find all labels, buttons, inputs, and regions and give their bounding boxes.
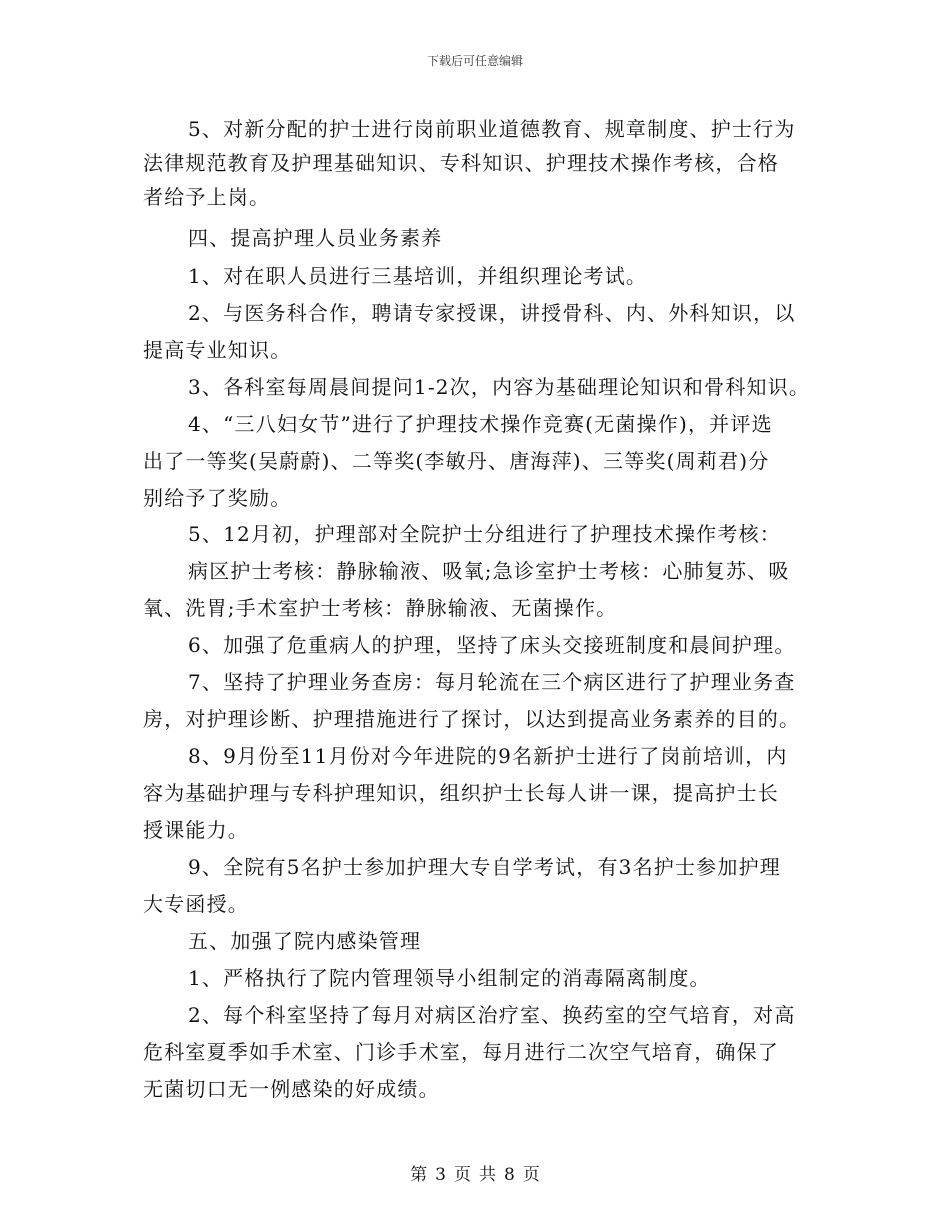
section-heading: 五、加强了院内感染管理 — [188, 929, 422, 953]
text-line: 法律规范教育及护理基础知识、专科知识、护理技术操作考核，合格 — [143, 151, 779, 175]
page-footer — [0, 1160, 950, 1185]
text-line: 授课能力。 — [143, 818, 249, 842]
text-line: 1、严格执行了院内管理领导小组制定的消毒隔离制度。 — [188, 966, 711, 990]
text-line: 8、9月份至11月份对今年进院的9名新护士进行了岗前培训，内 — [188, 744, 788, 768]
total-page-number: 8 — [504, 1165, 515, 1185]
text-line: 2、每个科室坚持了每月对病区治疗室、换药室的空气培育，对高 — [188, 1003, 796, 1027]
current-page-number: 3 — [435, 1165, 446, 1185]
text-line: 5、12月初，护理部对全院护士分组进行了护理技术操作考核： — [188, 522, 781, 546]
text-line: 房，对护理诊断、护理措施进行了探讨，以达到提高业务素养的目的。 — [143, 707, 801, 731]
text-line: 5、对新分配的护士进行岗前职业道德教育、规章制度、护士行为 — [188, 117, 796, 141]
footer-total-word: 共 — [479, 1165, 496, 1185]
text-line: 者给予上岗。 — [143, 185, 271, 209]
footer-page-word: 页 — [454, 1165, 471, 1185]
text-line: 危科室夏季如手术室、门诊手术室，每月进行二次空气培育，确保了 — [143, 1040, 779, 1064]
footer-suffix: 页 — [522, 1165, 540, 1185]
text-line: 别给予了奖励。 — [143, 486, 292, 510]
text-line: 容为基础护理与专科护理知识，组织护士长每人讲一课，提高护士长 — [143, 781, 779, 805]
footer-prefix: 第 — [410, 1165, 428, 1185]
text-line: 6、加强了危重病人的护理，坚持了床头交接班制度和晨间护理。 — [188, 633, 796, 657]
section-heading: 四、提高护理人员业务素养 — [188, 226, 443, 250]
text-line: 2、与医务科合作，聘请专家授课，讲授骨科、内、外科知识，以 — [188, 301, 796, 325]
text-line: 病区护士考核：静脉输液、吸氧;急诊室护士考核：心肺复苏、吸 — [188, 559, 790, 583]
text-line: 提高专业知识。 — [143, 338, 292, 362]
text-line: 氧、洗胃;手术室护士考核：静脉输液、无菌操作。 — [143, 596, 618, 620]
text-line: 无菌切口无一例感染的好成绩。 — [143, 1077, 440, 1101]
text-line: 4、“三八妇女节”进行了护理技术操作竞赛(无菌操作)，并评选 — [188, 412, 773, 436]
text-line: 出了一等奖(吴蔚蔚)、二等奖(李敏丹、唐海萍)、三等奖(周莉君)分 — [143, 449, 770, 473]
text-line: 大专函授。 — [143, 892, 249, 916]
text-line: 9、全院有5名护士参加护理大专自学考试，有3名护士参加护理 — [188, 855, 781, 879]
text-line: 1、对在职人员进行三基培训，并组织理论考试。 — [188, 264, 648, 288]
text-line: 7、坚持了护理业务查房：每月轮流在三个病区进行了护理业务查 — [188, 670, 796, 694]
page-header-note: 下载后可任意编辑 — [426, 54, 523, 68]
text-line: 3、各科室每周晨间提问1-2次，内容为基础理论知识和骨科知识。 — [188, 375, 811, 399]
